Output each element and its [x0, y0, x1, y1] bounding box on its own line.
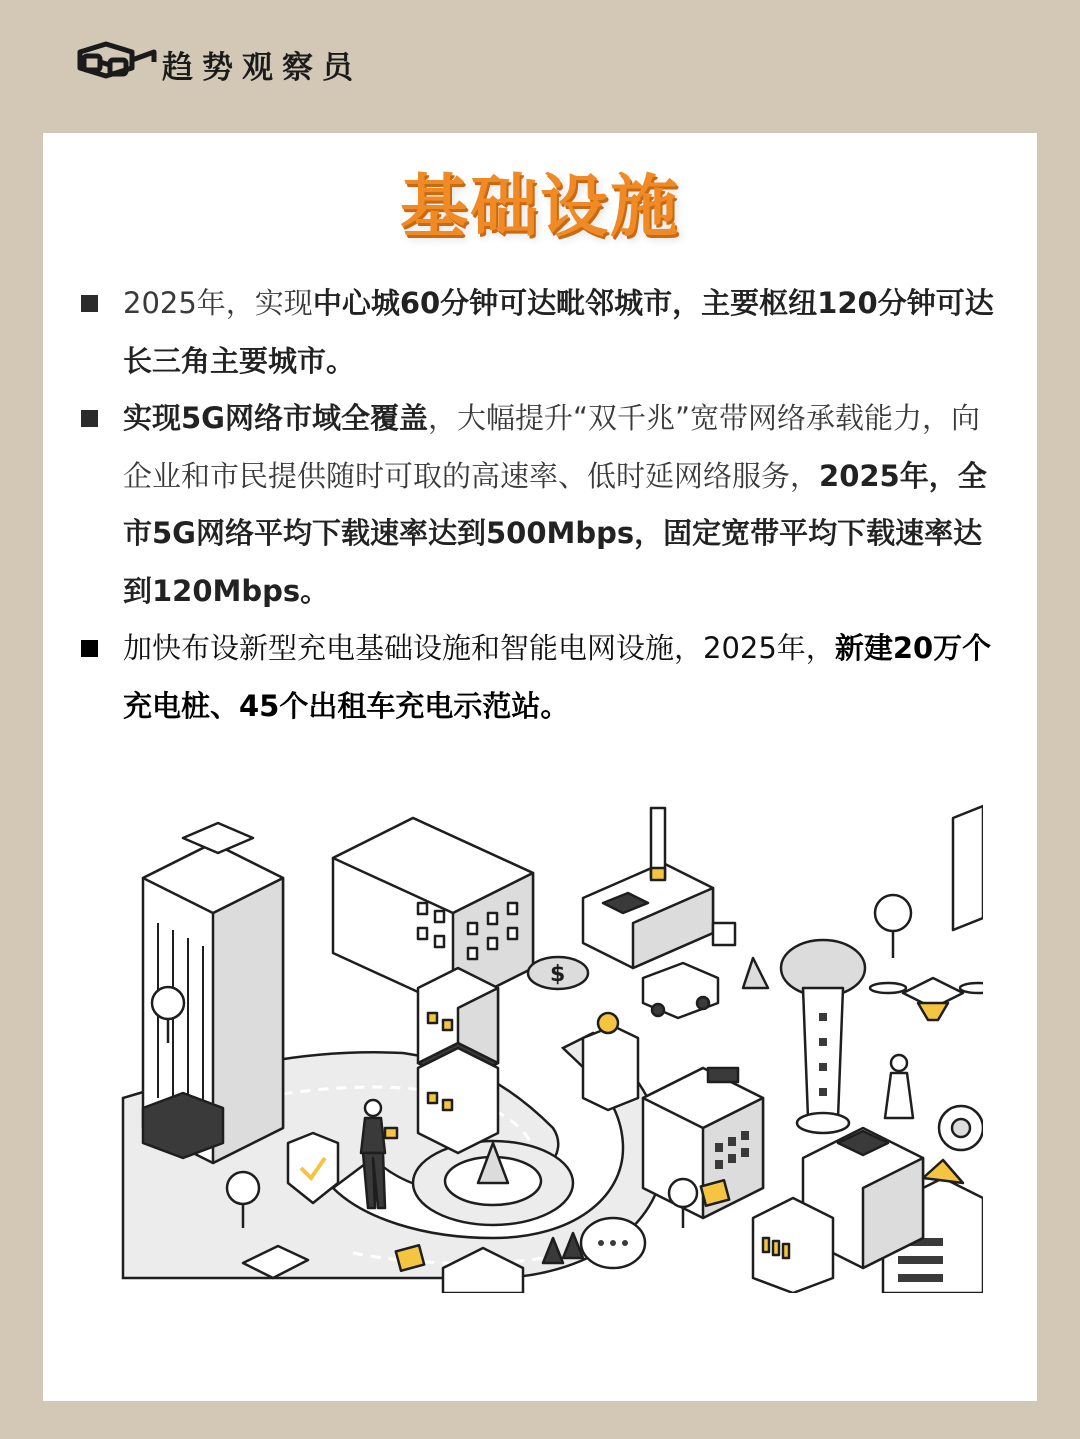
bullet-bold-text: 实现5G网络市域全覆盖 — [123, 401, 428, 435]
square-bullet-icon — [81, 410, 98, 427]
brand-name: 趋势观察员 — [162, 49, 362, 86]
bullet-text: 加快布设新型充电基础设施和智能电网设施，2025年， — [123, 631, 835, 665]
bullet-bold-text: 中心城60分钟可达毗邻城市，主要枢纽120分钟可达长三角主要城市。 — [123, 286, 994, 378]
bullet-text: ，大幅提升“双千兆”宽带网络承载能力，向企业和市民提供随时可取的高速率、低时延网络服务， — [123, 401, 981, 493]
content-card — [43, 133, 1037, 1401]
list-item — [79, 390, 1005, 620]
square-bullet-icon — [81, 640, 98, 657]
bullet-bold-text: 新建20万个充电桩、45个出租车充电示范站。 — [123, 631, 992, 723]
page-title: 基础设施 — [399, 168, 680, 247]
square-bullet-icon — [81, 295, 98, 312]
glasses-icon — [76, 38, 158, 90]
list-item — [79, 620, 1005, 735]
svg-text:$: $ — [550, 962, 566, 987]
brand-header — [76, 38, 362, 90]
bullet-text: 2025年，实现 — [123, 286, 313, 320]
bullet-bold-text: 2025年，全市5G网络平均下载速率达到500Mbps，固定宽带平均下载速率达到120Mbps。 — [123, 458, 987, 608]
bullet-list — [79, 275, 1005, 735]
smart-city-illustration — [103, 798, 983, 1293]
list-item — [79, 275, 1005, 390]
